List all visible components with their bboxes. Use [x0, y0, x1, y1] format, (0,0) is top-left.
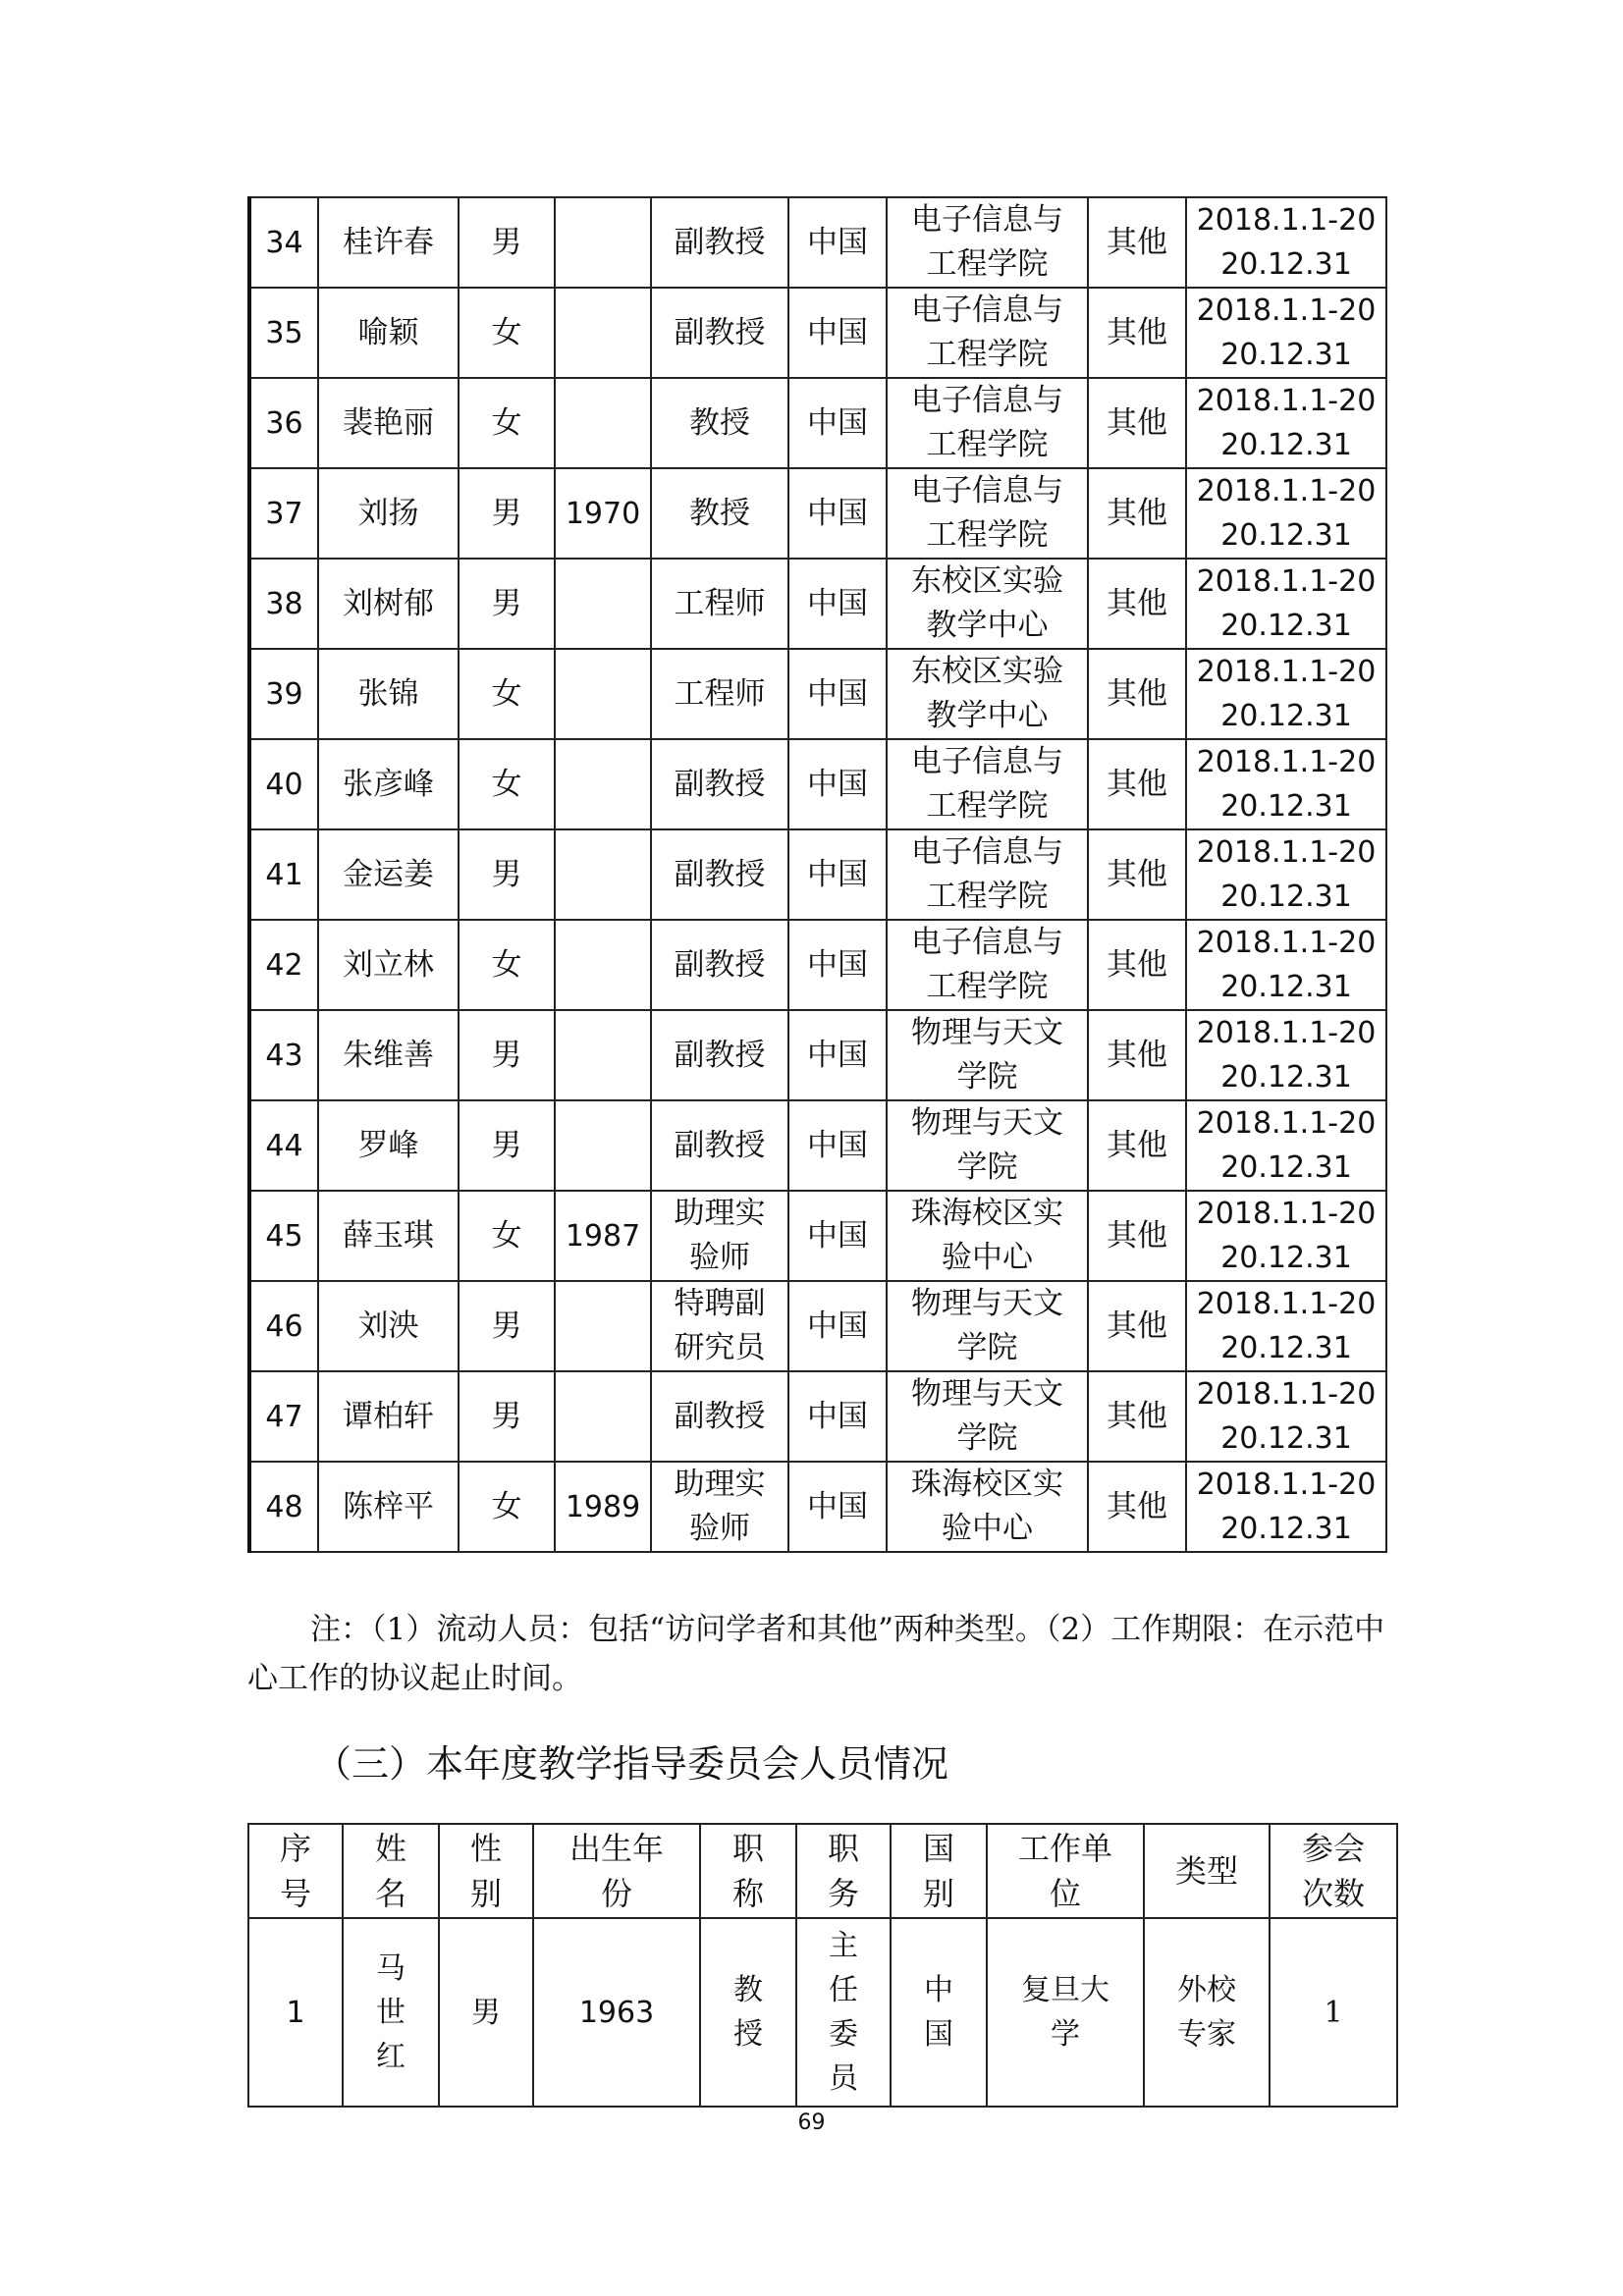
cell-birth [555, 920, 651, 1010]
cell-unit: 电子信息与工程学院 [887, 378, 1088, 468]
cell-country: 中国 [788, 1191, 887, 1281]
cell-type: 其他 [1088, 1462, 1186, 1552]
header-cell: 类型 [1144, 1824, 1270, 1918]
cell-birth [555, 829, 651, 920]
cell-period: 2018.1.1-2020.12.31 [1186, 1191, 1386, 1281]
cell-birth: 1989 [555, 1462, 651, 1552]
cell-country: 中国 [788, 920, 887, 1010]
cell-country: 中国 [788, 197, 887, 288]
cell-no: 46 [249, 1281, 318, 1371]
cell-period: 2018.1.1-2020.12.31 [1186, 288, 1386, 378]
cell-period: 2018.1.1-2020.12.31 [1186, 1010, 1386, 1100]
cell-birth [555, 559, 651, 649]
cell-name: 喻颖 [318, 288, 459, 378]
cell-name: 张彦峰 [318, 739, 459, 829]
cell-type: 其他 [1088, 649, 1186, 739]
staff-table [247, 196, 1387, 1553]
cell-period: 2018.1.1-2020.12.31 [1186, 739, 1386, 829]
cell-no: 39 [249, 649, 318, 739]
cell-type: 其他 [1088, 1100, 1186, 1191]
cell-no: 41 [249, 829, 318, 920]
table-row [249, 1371, 1386, 1462]
page-number: 69 [797, 2110, 826, 2135]
cell-gender: 男 [459, 468, 555, 559]
cell-times: 1 [1270, 1918, 1397, 2107]
cell-birth [555, 739, 651, 829]
table-row [249, 197, 1386, 288]
cell-birth [555, 1281, 651, 1371]
cell-country: 中国 [788, 378, 887, 468]
cell-gender: 男 [459, 197, 555, 288]
cell-gender: 女 [459, 378, 555, 468]
table-row [249, 1100, 1386, 1191]
header-cell: 工作单位 [987, 1824, 1144, 1918]
cell-unit: 电子信息与工程学院 [887, 739, 1088, 829]
cell-gender: 女 [459, 649, 555, 739]
cell-birth [555, 288, 651, 378]
cell-type: 其他 [1088, 378, 1186, 468]
cell-title: 助理实验师 [651, 1462, 788, 1552]
cell-name: 金运姜 [318, 829, 459, 920]
cell-period: 2018.1.1-2020.12.31 [1186, 1281, 1386, 1371]
table-row [249, 1462, 1386, 1552]
header-cell: 序号 [248, 1824, 343, 1918]
cell-name: 谭柏轩 [318, 1371, 459, 1462]
header-cell: 性别 [439, 1824, 533, 1918]
cell-title: 教授 [651, 378, 788, 468]
cell-title: 副教授 [651, 288, 788, 378]
cell-birth: 1970 [555, 468, 651, 559]
cell-unit: 东校区实验教学中心 [887, 649, 1088, 739]
cell-period: 2018.1.1-2020.12.31 [1186, 1100, 1386, 1191]
header-cell: 职务 [796, 1824, 891, 1918]
cell-title: 特聘副研究员 [651, 1281, 788, 1371]
cell-unit: 复旦大学 [987, 1918, 1144, 2107]
table-row [249, 739, 1386, 829]
cell-name: 马世红 [343, 1918, 439, 2107]
cell-gender: 女 [459, 1191, 555, 1281]
cell-type: 其他 [1088, 1191, 1186, 1281]
cell-type: 其他 [1088, 468, 1186, 559]
table-row [249, 559, 1386, 649]
cell-no: 38 [249, 559, 318, 649]
cell-title: 副教授 [651, 739, 788, 829]
cell-name: 刘扬 [318, 468, 459, 559]
cell-type: 其他 [1088, 1010, 1186, 1100]
cell-gender: 女 [459, 288, 555, 378]
cell-gender: 男 [459, 1371, 555, 1462]
cell-title: 副教授 [651, 1371, 788, 1462]
cell-gender: 女 [459, 920, 555, 1010]
cell-period: 2018.1.1-2020.12.31 [1186, 468, 1386, 559]
cell-title: 工程师 [651, 559, 788, 649]
cell-type: 外校专家 [1144, 1918, 1270, 2107]
cell-no: 47 [249, 1371, 318, 1462]
cell-type: 其他 [1088, 1281, 1186, 1371]
cell-no: 45 [249, 1191, 318, 1281]
cell-name: 裴艳丽 [318, 378, 459, 468]
cell-name: 薛玉琪 [318, 1191, 459, 1281]
cell-birth: 1963 [533, 1918, 700, 2107]
cell-title: 教授 [651, 468, 788, 559]
cell-type: 其他 [1088, 739, 1186, 829]
cell-period: 2018.1.1-2020.12.31 [1186, 1462, 1386, 1552]
cell-type: 其他 [1088, 559, 1186, 649]
cell-unit: 电子信息与工程学院 [887, 920, 1088, 1010]
cell-no: 1 [248, 1918, 343, 2107]
cell-name: 刘树郁 [318, 559, 459, 649]
cell-gender: 男 [459, 1100, 555, 1191]
cell-post: 主任委员 [796, 1918, 891, 2107]
cell-unit: 东校区实验教学中心 [887, 559, 1088, 649]
table-note: 注：（1）流动人员：包括“访问学者和其他”两种类型。（2）工作期限：在示范中心工作的协议起止时间。 [247, 1612, 1385, 1696]
cell-birth [555, 378, 651, 468]
header-cell: 出生年份 [533, 1824, 700, 1918]
cell-unit: 电子信息与工程学院 [887, 197, 1088, 288]
cell-title: 副教授 [651, 1010, 788, 1100]
cell-unit: 物理与天文学院 [887, 1100, 1088, 1191]
cell-period: 2018.1.1-2020.12.31 [1186, 197, 1386, 288]
cell-title: 助理实验师 [651, 1191, 788, 1281]
cell-unit: 物理与天文学院 [887, 1281, 1088, 1371]
cell-no: 40 [249, 739, 318, 829]
cell-name: 桂许春 [318, 197, 459, 288]
cell-gender: 女 [459, 739, 555, 829]
cell-country: 中国 [788, 1010, 887, 1100]
cell-birth [555, 197, 651, 288]
cell-period: 2018.1.1-2020.12.31 [1186, 829, 1386, 920]
header-cell: 国别 [891, 1824, 987, 1918]
cell-gender: 男 [459, 559, 555, 649]
cell-gender: 男 [459, 829, 555, 920]
cell-name: 罗峰 [318, 1100, 459, 1191]
cell-no: 36 [249, 378, 318, 468]
cell-unit: 电子信息与工程学院 [887, 288, 1088, 378]
cell-birth [555, 649, 651, 739]
table-row [249, 468, 1386, 559]
cell-name: 刘立林 [318, 920, 459, 1010]
cell-type: 其他 [1088, 829, 1186, 920]
table-row [249, 1010, 1386, 1100]
cell-birth [555, 1371, 651, 1462]
cell-unit: 电子信息与工程学院 [887, 468, 1088, 559]
cell-country: 中国 [788, 1462, 887, 1552]
cell-no: 48 [249, 1462, 318, 1552]
cell-period: 2018.1.1-2020.12.31 [1186, 649, 1386, 739]
cell-type: 其他 [1088, 197, 1186, 288]
cell-no: 34 [249, 197, 318, 288]
cell-unit: 物理与天文学院 [887, 1371, 1088, 1462]
cell-type: 其他 [1088, 288, 1186, 378]
cell-country: 中国 [788, 1371, 887, 1462]
cell-birth: 1987 [555, 1191, 651, 1281]
cell-country: 中国 [891, 1918, 987, 2107]
cell-title: 副教授 [651, 197, 788, 288]
cell-title: 工程师 [651, 649, 788, 739]
table-row [249, 920, 1386, 1010]
cell-country: 中国 [788, 739, 887, 829]
cell-type: 其他 [1088, 1371, 1186, 1462]
committee-table [247, 1823, 1398, 2108]
table-row [249, 829, 1386, 920]
table-row [249, 1281, 1386, 1371]
header-cell: 参会次数 [1270, 1824, 1397, 1918]
cell-no: 37 [249, 468, 318, 559]
cell-name: 陈梓平 [318, 1462, 459, 1552]
cell-no: 42 [249, 920, 318, 1010]
cell-unit: 珠海校区实验中心 [887, 1462, 1088, 1552]
table-row [249, 1191, 1386, 1281]
cell-birth [555, 1010, 651, 1100]
committee-header-row [248, 1824, 1397, 1918]
cell-name: 刘泱 [318, 1281, 459, 1371]
cell-period: 2018.1.1-2020.12.31 [1186, 1371, 1386, 1462]
header-cell: 职称 [700, 1824, 796, 1918]
cell-unit: 电子信息与工程学院 [887, 829, 1088, 920]
table-row [249, 649, 1386, 739]
cell-country: 中国 [788, 1281, 887, 1371]
cell-country: 中国 [788, 468, 887, 559]
cell-no: 35 [249, 288, 318, 378]
committee-row [248, 1918, 1397, 2107]
cell-name: 朱维善 [318, 1010, 459, 1100]
cell-title: 教授 [700, 1918, 796, 2107]
cell-type: 其他 [1088, 920, 1186, 1010]
cell-country: 中国 [788, 829, 887, 920]
section-title: （三）本年度教学指导委员会人员情况 [314, 1742, 949, 1786]
cell-country: 中国 [788, 288, 887, 378]
cell-gender: 男 [459, 1010, 555, 1100]
cell-name: 张锦 [318, 649, 459, 739]
cell-no: 44 [249, 1100, 318, 1191]
cell-country: 中国 [788, 559, 887, 649]
table-row [249, 378, 1386, 468]
header-cell: 姓名 [343, 1824, 439, 1918]
cell-unit: 珠海校区实验中心 [887, 1191, 1088, 1281]
cell-gender: 男 [439, 1918, 533, 2107]
cell-unit: 物理与天文学院 [887, 1010, 1088, 1100]
cell-period: 2018.1.1-2020.12.31 [1186, 378, 1386, 468]
table-row [249, 288, 1386, 378]
cell-title: 副教授 [651, 829, 788, 920]
cell-period: 2018.1.1-2020.12.31 [1186, 920, 1386, 1010]
cell-gender: 女 [459, 1462, 555, 1552]
cell-country: 中国 [788, 1100, 887, 1191]
cell-country: 中国 [788, 649, 887, 739]
staff-table-body [249, 197, 1386, 1552]
cell-title: 副教授 [651, 920, 788, 1010]
cell-title: 副教授 [651, 1100, 788, 1191]
cell-birth [555, 1100, 651, 1191]
cell-gender: 男 [459, 1281, 555, 1371]
cell-period: 2018.1.1-2020.12.31 [1186, 559, 1386, 649]
cell-no: 43 [249, 1010, 318, 1100]
